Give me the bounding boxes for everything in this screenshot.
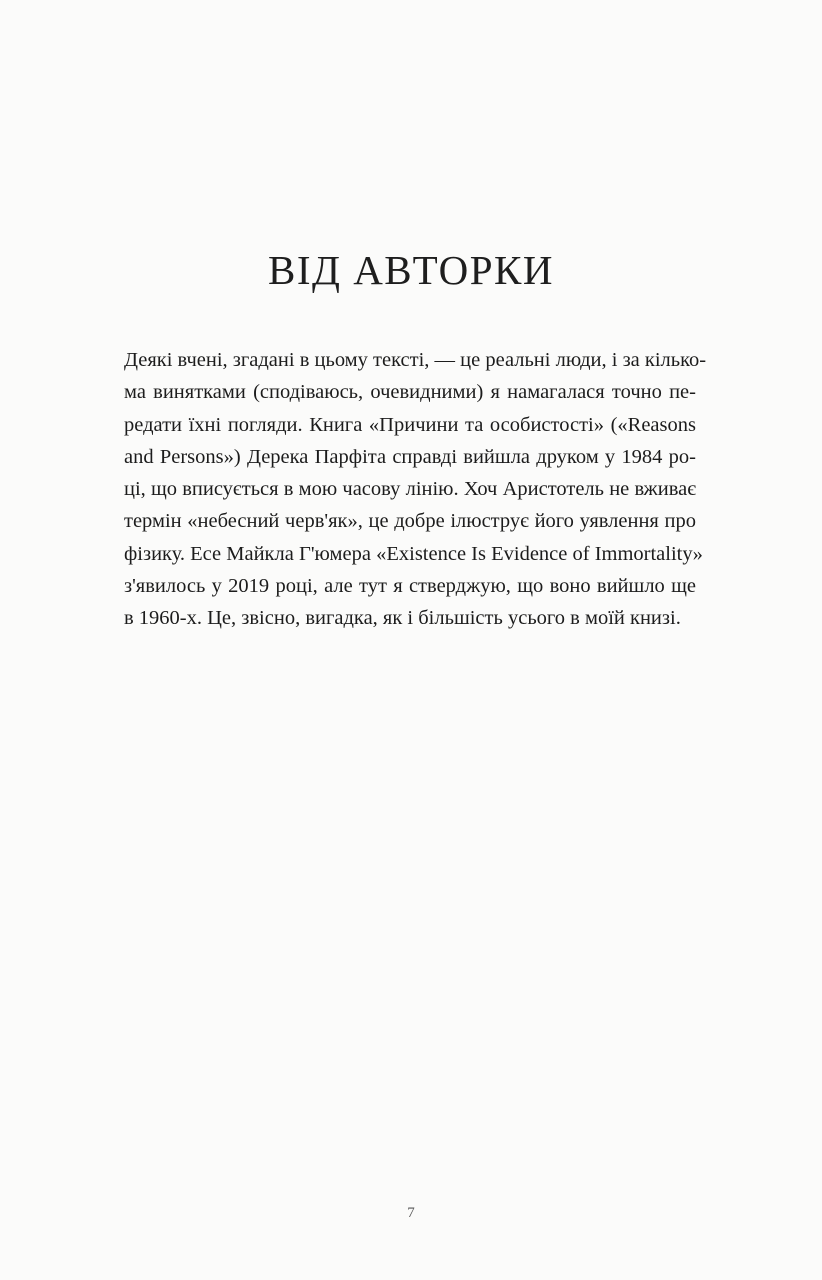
paragraph-line: Деякі вчені, згадані в цьому тексті, — це реальні люди, і за кілько- (124, 349, 707, 371)
page-number: 7 (407, 1205, 415, 1221)
paragraph-line: з'явилось у 2019 році, але тут я стверджую, що воно вийшло ще (124, 575, 696, 598)
chapter-heading: ВІД АВТОРКИ (267, 247, 554, 293)
paragraph-line: в 1960-х. Це, звісно, вигадка, як і більшість усього в моїй книзі. (124, 607, 681, 630)
paragraph-line: фізику. Есе Майкла Г'юмера «Existence Is Evidence of Immortality» (124, 542, 703, 565)
paragraph-line: термін «небесний черв'як», це добре ілюструє його уявлення про (124, 510, 696, 533)
paragraph-line: редати їхні погляди. Книга «Причини та особистості» («Reasons (124, 413, 696, 436)
paragraph-line: and Persons») Дерека Парфіта справді вийшла друком у 1984 ро- (124, 445, 696, 468)
paragraph-line: ці, що вписується в мою часову лінію. Хоч Аристотель не вживає (124, 478, 696, 501)
paragraph-line: ма винятками (сподіваюсь, очевидними) я намагалася точно пе- (124, 381, 696, 404)
author-note-paragraph (124, 344, 707, 635)
